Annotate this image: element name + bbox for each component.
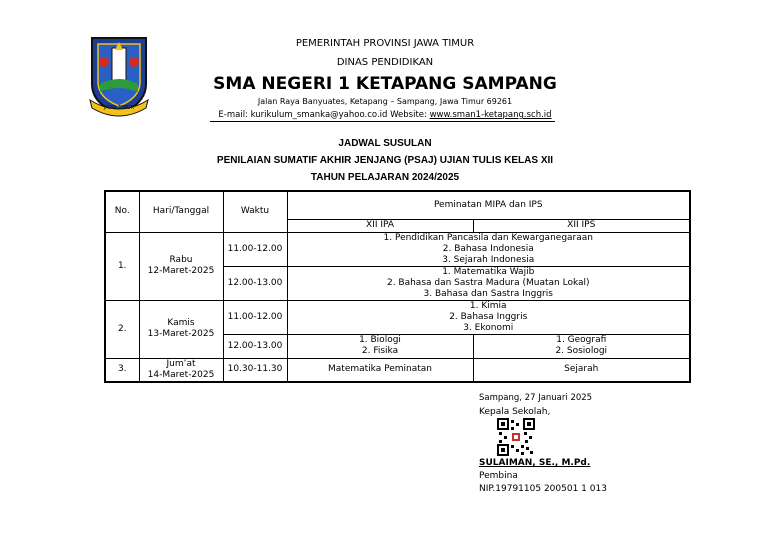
col-group-header: Peminatan MIPA dan IPS — [287, 191, 690, 219]
subject-item: 2. Bahasa Indonesia — [442, 243, 534, 254]
subject-item: 2. Sosiologi — [555, 346, 608, 356]
row1-date: 12-Maret-2025 — [147, 266, 215, 276]
schedule-table — [104, 190, 691, 383]
row3-time: 10.30-11.30 — [223, 358, 287, 382]
row1-no: 1. — [105, 232, 139, 300]
table-row — [105, 300, 690, 334]
header-underline — [210, 121, 555, 122]
col-day-header: Hari/Tanggal — [139, 191, 223, 232]
subject-item: 1. Geografi — [556, 335, 607, 345]
col-ipa-header: XII IPA — [287, 219, 473, 232]
subject-item: 1. Pendidikan Pancasila dan Kewarganegaraan — [383, 232, 593, 243]
row2-day: Kamis — [167, 318, 195, 328]
signature-place-date: Sampang, 27 Januari 2025 — [479, 393, 593, 403]
signature-role: Kepala Sekolah, — [479, 407, 551, 417]
subject-item: 2. Fisika — [361, 346, 399, 356]
subject-item: 1. Kimia — [469, 300, 507, 311]
row2-session2-time: 12.00-13.00 — [223, 334, 287, 358]
signature-name — [479, 458, 590, 468]
header-department: DINAS PENDIDIKAN — [336, 57, 434, 68]
row3-no: 3. — [105, 358, 139, 382]
row1-session2-subjects — [287, 266, 690, 300]
col-ips-header: XII IPS — [473, 219, 690, 232]
subject-item: 2. Bahasa dan Sastra Madura (Muatan Lokal) — [386, 277, 590, 288]
header-school-name: SMA NEGERI 1 KETAPANG SAMPANG — [213, 74, 557, 94]
doc-subtitle: PENILAIAN SUMATIF AKHIR JENJANG (PSAJ) UJIAN TULIS KELAS XII — [216, 155, 554, 166]
logo-ribbon-text: JAWA TIMUR — [103, 105, 135, 111]
row1-session1-subjects — [287, 232, 690, 266]
signature-rank: Pembina — [479, 471, 518, 481]
subject-item: 3. Ekonomi — [463, 322, 514, 333]
row2-session2-ipa — [287, 334, 473, 358]
principal-name: SULAIMAN, SE., M.Pd — [479, 458, 587, 468]
row1-session2-time: 12.00-13.00 — [223, 266, 287, 300]
row3-day: Jum’at — [166, 358, 196, 369]
row2-no: 2. — [105, 300, 139, 358]
qr-code-icon — [497, 418, 535, 456]
row2-date: 13-Maret-2025 — [147, 329, 215, 339]
subject-item: 1. Biologi — [359, 335, 401, 345]
header-website-link[interactable]: www.sman1-ketapang.sch.id — [429, 110, 552, 120]
table-header-row — [105, 191, 690, 219]
row2-day-date — [139, 300, 223, 358]
row2-session1-time: 11.00-12.00 — [223, 300, 287, 334]
col-no-header: No. — [105, 191, 139, 232]
row3-ips: Sejarah — [473, 358, 690, 382]
principal-name-suffix: . — [586, 458, 591, 468]
row1-day: Rabu — [169, 255, 193, 265]
row1-session1-time: 11.00-12.00 — [223, 232, 287, 266]
table-row — [105, 232, 690, 266]
signature-nip: NIP.19791105 200501 1 013 — [479, 484, 607, 494]
subject-item: 3. Bahasa dan Sastra Inggris — [423, 288, 553, 299]
header-province: PEMERINTAH PROVINSI JAWA TIMUR — [295, 38, 475, 49]
doc-title: JADWAL SUSULAN — [338, 138, 432, 149]
row3-date: 14-Maret-2025 — [147, 369, 215, 380]
doc-academic-year: TAHUN PELAJARAN 2024/2025 — [310, 172, 460, 183]
header-email: E-mail: kurikulum_smanka@yahoo.co.id Website: — [218, 110, 430, 120]
row2-session2-ips — [473, 334, 690, 358]
subject-item: 1. Matematika Wajib — [442, 266, 535, 277]
table-row — [105, 358, 690, 382]
school-emblem-logo — [88, 34, 150, 118]
header-contact — [150, 110, 620, 120]
row1-day-date — [139, 232, 223, 300]
row2-session1-subjects — [287, 300, 690, 334]
row3-ipa: Matematika Peminatan — [287, 358, 473, 382]
subject-item: 3. Sejarah Indonesia — [442, 254, 535, 265]
subject-item: 2. Bahasa Inggris — [449, 311, 528, 322]
row3-day-date — [139, 358, 223, 382]
col-time-header: Waktu — [223, 191, 287, 232]
header-address: Jalan Raya Banyuates, Ketapang – Sampang, Jawa Timur 69261 — [257, 97, 513, 106]
